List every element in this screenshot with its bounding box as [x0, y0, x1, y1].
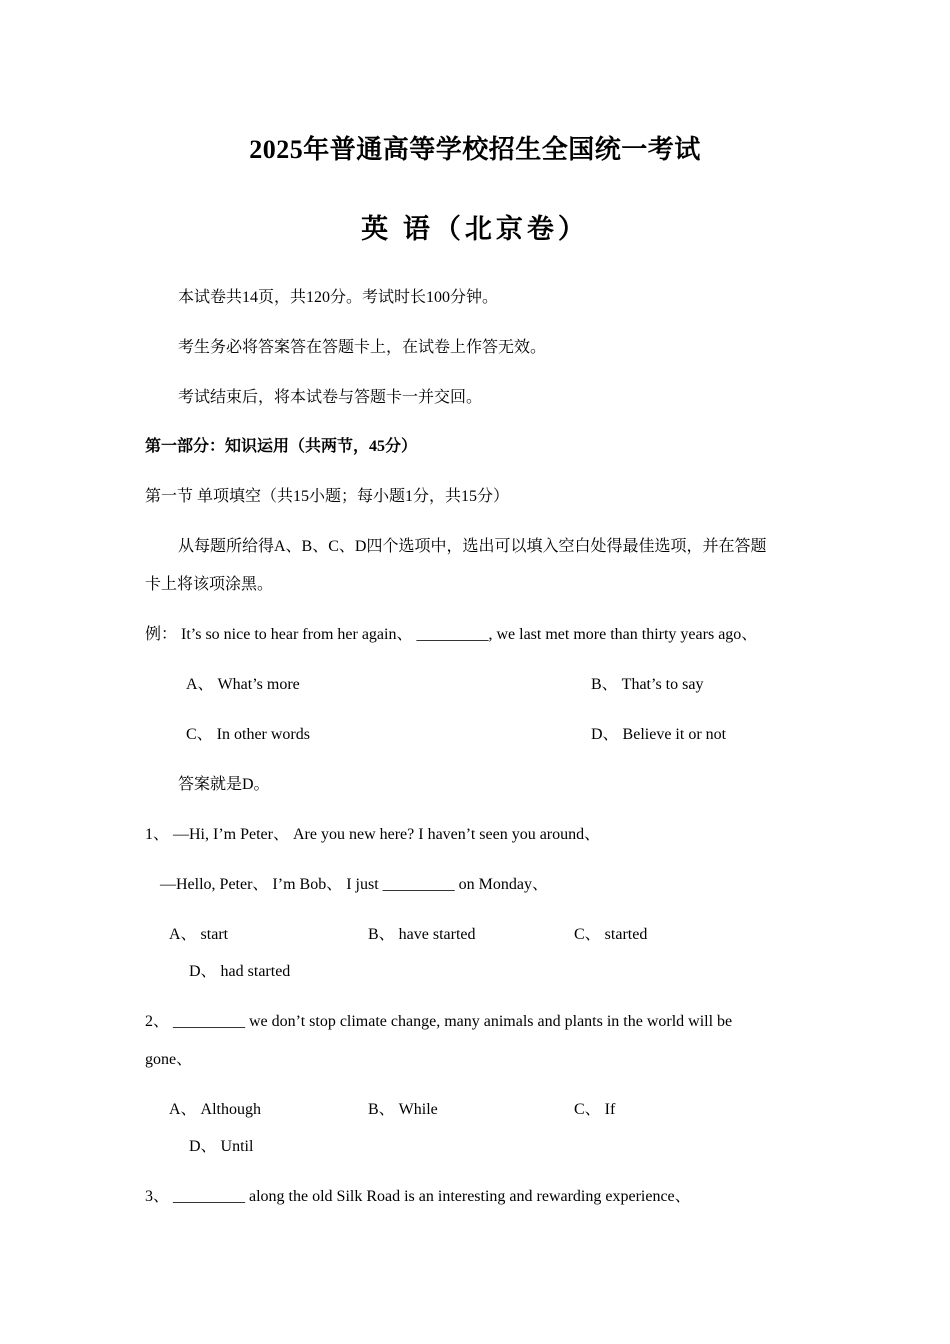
- example-option-b: B、 That’s to say: [591, 676, 704, 693]
- question-1-option-b: B、 have started: [368, 926, 476, 943]
- example-option-a: A、 What’s more: [186, 676, 300, 693]
- question-1-option-c: C、 started: [574, 926, 648, 943]
- example-answer: 答案就是D。: [178, 776, 270, 793]
- example-option-d: D、 Believe it or not: [591, 726, 727, 743]
- question-2-option-b: B、 While: [368, 1101, 438, 1118]
- question-3-line-1: 3、 _________ along the old Silk Road is an interesting and rewarding experience、: [145, 1188, 691, 1205]
- example-stem: 例： It’s so nice to hear from her again、 _________, we last met more than thirty years ago、: [145, 626, 758, 643]
- question-2-line-2: gone、: [145, 1051, 193, 1068]
- question-1-line-1: 1、 —Hi, I’m Peter、 Are you new here? I haven’t seen you around、: [145, 826, 601, 843]
- question-1-option-d: D、 had started: [189, 963, 291, 980]
- question-1-option-a: A、 start: [169, 926, 229, 943]
- part1-heading: 第一部分：知识运用（共两节，45分）: [145, 438, 418, 455]
- question-2-option-a: A、 Although: [169, 1101, 262, 1118]
- exam-subtitle: 英 语（北京卷）: [361, 214, 589, 244]
- question-1-line-2: —Hello, Peter、 I’m Bob、 I just _________ on Monday、: [160, 876, 548, 893]
- instruction-line-1: 从每题所给得A、B、C、D四个选项中，选出可以填入空白处得最佳选项，并在答题: [178, 538, 767, 555]
- note-pages: 本试卷共14页，共120分。考试时长100分钟。: [178, 289, 499, 306]
- question-2-option-d: D、 Until: [189, 1138, 254, 1155]
- note-answer-card: 考生务必将答案答在答题卡上，在试卷上作答无效。: [178, 339, 547, 356]
- note-return: 考试结束后，将本试卷与答题卡一并交回。: [178, 389, 483, 406]
- exam-title: 2025年普通高等学校招生全国统一考试: [249, 135, 701, 164]
- section1-heading: 第一节 单项填空（共15小题；每小题1分，共15分）: [145, 488, 510, 505]
- question-2-option-c: C、 If: [574, 1101, 616, 1118]
- question-2-line-1: 2、 _________ we don’t stop climate change, many animals and plants in the world will be: [145, 1013, 733, 1030]
- instruction-line-2: 卡上将该项涂黑。: [145, 576, 274, 593]
- example-option-c: C、 In other words: [186, 726, 310, 743]
